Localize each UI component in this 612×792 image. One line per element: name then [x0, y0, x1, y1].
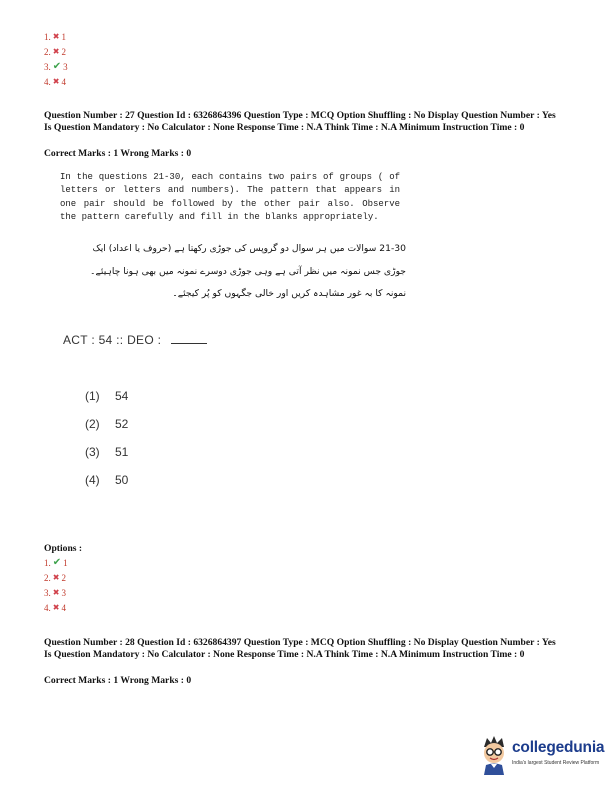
cross-icon: ✖	[52, 47, 60, 56]
check-icon: ✔	[52, 61, 62, 72]
answer-blank	[171, 333, 207, 344]
question-header: Question Number : 28 Question Id : 6326864397 Question Type : MCQ Option Shuffling : No Display Question Number : Yes Is Question Mandatory : No Calculator : None Response Time : N.A Think Time : N.A Minimum Instruction Time : 0	[44, 637, 556, 661]
question-passage-english: In the questions 21-30, each contains two pairs of groups ( of letters or letters and numbers). The pattern that appears in one pair should be followed by the other pair also. Observe the pattern carefully and fill in the blanks appropriately.	[60, 172, 400, 222]
cross-icon: ✖	[52, 77, 60, 86]
choice-1: (1) 54	[85, 389, 129, 403]
option-1: 1. ✔ 1	[44, 557, 68, 568]
prev-option-3: 3. ✔ 3	[44, 61, 68, 72]
option-4: 4. ✖ 4	[44, 603, 66, 613]
cross-icon: ✖	[52, 603, 60, 612]
prev-option-4: 4. ✖ 4	[44, 77, 66, 87]
urdu-line: جوڑی جس نمونہ میں نظر آتی ہے وہی جوڑی دوسرے نمونہ میں بھی ہونا چاہیئے۔	[90, 265, 406, 277]
student-mascot-icon	[478, 735, 510, 775]
urdu-line: نمونہ کا بہ غور مشاہدہ کریں اور خالی جگہوں کو پُر کیجئے۔	[172, 288, 406, 299]
brand-tagline: India's largest Student Review Platform	[512, 760, 600, 766]
choice-3: (3) 51	[85, 445, 129, 459]
cross-icon: ✖	[52, 588, 60, 597]
question-marks: Correct Marks : 1 Wrong Marks : 0	[44, 675, 192, 686]
choice-4: (4) 50	[85, 473, 129, 487]
question-passage-urdu	[76, 238, 406, 306]
option-2: 2. ✖ 2	[44, 573, 66, 583]
prev-option-2: 2. ✖ 2	[44, 47, 66, 57]
question-header: Question Number : 27 Question Id : 6326864396 Question Type : MCQ Option Shuffling : No Display Question Number : Yes Is Question Mandatory : No Calculator : None Response Time : N.A Think Time : N.A Minimum Instruction Time : 0	[44, 110, 556, 134]
urdu-line: 21-30 سوالات میں ہر سوال دو گروپس کی جوڑی رکھتا ہے (حروف یا اعداد) ایک	[92, 243, 406, 254]
option-3: 3. ✖ 3	[44, 588, 66, 598]
check-icon: ✔	[52, 557, 62, 568]
question-marks: Correct Marks : 1 Wrong Marks : 0	[44, 148, 192, 159]
choice-2: (2) 52	[85, 417, 129, 431]
options-label: Options :	[44, 543, 83, 554]
collegedunia-logo[interactable]	[478, 733, 608, 779]
cross-icon: ✖	[52, 573, 60, 582]
brand-name: collegedunia	[512, 739, 605, 756]
analogy-series: ACT : 54 :: DEO :	[63, 333, 207, 347]
cross-icon: ✖	[52, 32, 60, 41]
prev-option-1: 1. ✖ 1	[44, 32, 66, 42]
